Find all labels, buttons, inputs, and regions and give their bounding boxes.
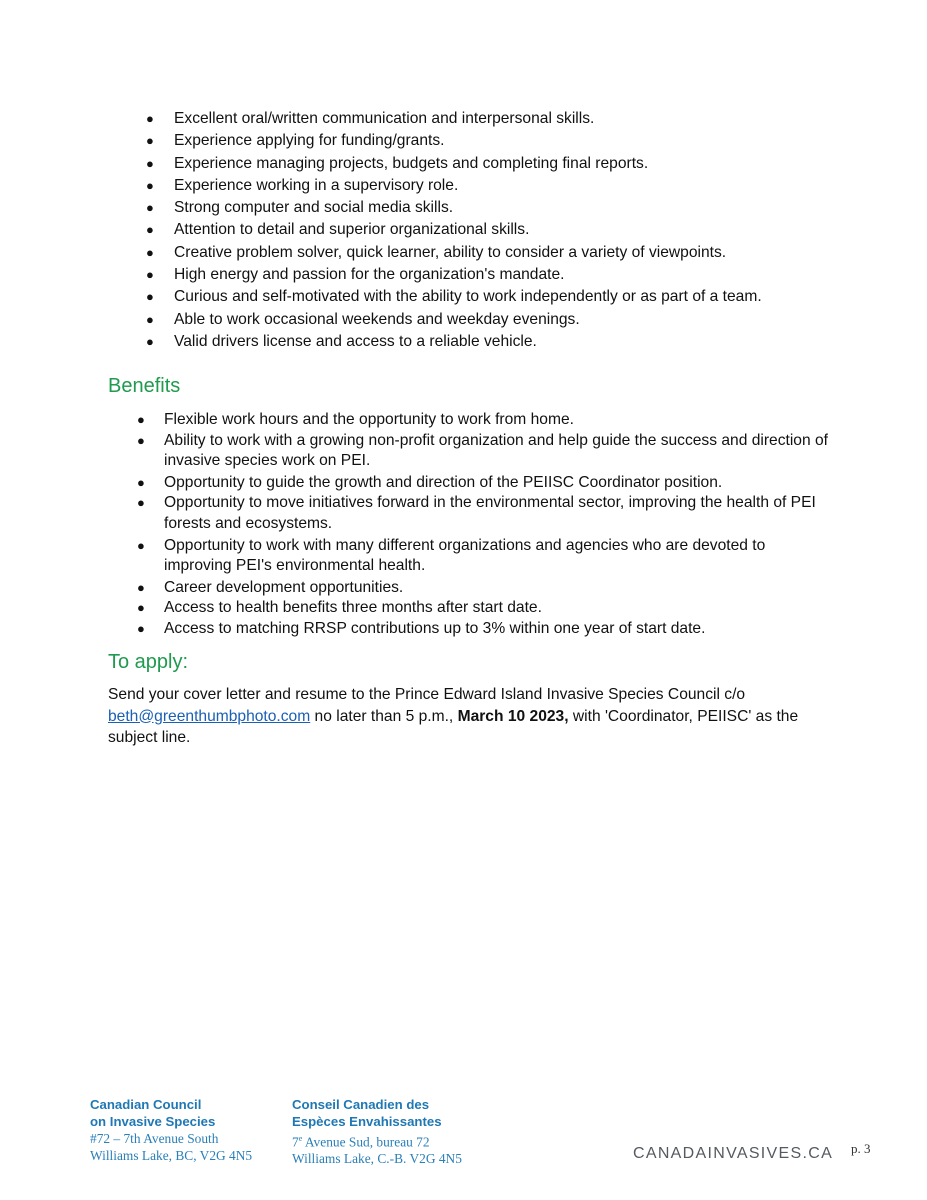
bullet-icon: ● — [146, 200, 154, 216]
bullet-icon: ● — [146, 267, 154, 283]
bullet-icon: ● — [146, 289, 154, 305]
bullet-icon: ● — [137, 620, 145, 636]
bullet-icon: ● — [146, 133, 154, 149]
bullet-icon: ● — [137, 579, 145, 595]
apply-heading: To apply: — [108, 651, 189, 673]
page-number: p. 3 — [851, 1141, 871, 1156]
org-name-line: Espèces Envahissantes — [292, 1114, 442, 1129]
list-item: ● Opportunity to work with many different organizations and agencies who are devoted to improving PEI's environmental health. — [137, 536, 766, 575]
org-name-line: Canadian Council — [90, 1097, 202, 1112]
list-item: ● Attention to detail and superior organizational skills. — [140, 219, 840, 241]
bullet-icon: ● — [137, 412, 145, 427]
list-item: ● Experience managing projects, budgets and completing final reports. — [140, 153, 840, 175]
bullet-icon: ● — [146, 111, 154, 126]
bullet-icon: ● — [146, 333, 154, 349]
list-item: ● Flexible work hours and the opportunity to work from home. — [131, 410, 831, 431]
list-item: ● Opportunity to guide the growth and direction of the PEIISC Coordinator position. — [131, 473, 831, 494]
list-item: ● High energy and passion for the organization's mandate. — [140, 264, 840, 286]
bullet-icon: ● — [137, 537, 145, 553]
benefits-list — [131, 410, 831, 640]
bullet-icon: ● — [137, 600, 145, 616]
apply-paragraph: Send your cover letter and resume to the Prince Edward Island Invasive Species Council c/o beth@greenthumbphoto.com no later than 5 p.m., March 10 2023, with 'Coordinator, PEIISC' as the subject line. — [108, 686, 799, 746]
website-url: CANADAINVASIVES.CA — [633, 1145, 834, 1162]
list-item: ● Access to matching RRSP contributions up to 3% within one year of start date. — [131, 619, 831, 640]
address-line: 7e Avenue Sud, bureau 72 — [292, 1134, 430, 1150]
address-line: Williams Lake, C.-B. V2G 4N5 — [292, 1151, 462, 1167]
address-line: #72 – 7th Avenue South — [90, 1131, 219, 1146]
list-item: ● Excellent oral/written communication and interpersonal skills. — [140, 108, 840, 130]
list-item: ● Opportunity to move initiatives forward in the environmental sector, improving the health of PEI forests and ecosystems. — [137, 494, 816, 532]
list-item: ● Ability to work with a growing non-profit organization and help guide the success and direction of invasive species work on PEI. — [137, 431, 828, 470]
bullet-icon: ● — [146, 155, 154, 171]
bullet-icon: ● — [137, 495, 145, 511]
list-item: ● Experience working in a supervisory role. — [140, 175, 840, 197]
org-name-line: on Invasive Species — [90, 1114, 216, 1129]
bullet-icon: ● — [137, 432, 145, 448]
list-item: ● Creative problem solver, quick learner, ability to consider a variety of viewpoints. — [140, 242, 840, 264]
address-line: Williams Lake, BC, V2G 4N5 — [90, 1148, 253, 1163]
bullet-icon: ● — [146, 177, 154, 193]
list-item: ● Strong computer and social media skills. — [140, 197, 840, 219]
benefits-heading: Benefits — [108, 375, 181, 397]
bullet-icon: ● — [146, 244, 154, 260]
requirements-list — [140, 108, 840, 353]
list-item: ● Valid drivers license and access to a reliable vehicle. — [140, 331, 840, 353]
org-name-line: Conseil Canadien des — [292, 1097, 430, 1112]
list-item: ● Curious and self-motivated with the ability to work independently or as part of a team. — [140, 286, 840, 308]
email-link[interactable]: beth@greenthumbphoto.com — [108, 707, 311, 725]
list-item: ● Able to work occasional weekends and weekday evenings. — [140, 309, 840, 331]
bullet-icon: ● — [137, 474, 145, 490]
deadline-date: March 10 2023, — [457, 707, 569, 725]
list-item: ● Access to health benefits three months after start date. — [131, 598, 831, 619]
bullet-icon: ● — [146, 222, 154, 238]
footer-english-address — [90, 1096, 252, 1164]
list-item: ● Experience applying for funding/grants. — [140, 130, 840, 152]
list-item: ● Career development opportunities. — [131, 578, 831, 599]
footer-french-address — [292, 1096, 462, 1167]
bullet-icon: ● — [146, 311, 154, 327]
